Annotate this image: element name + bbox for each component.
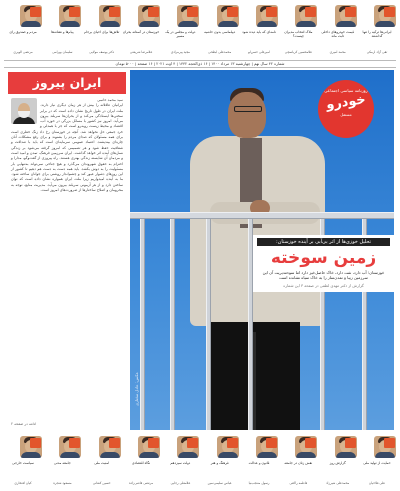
- logo-wordmark: خودرو: [325, 92, 367, 113]
- railing-post: [206, 219, 211, 430]
- thumb-caption: جامعه مدنی: [53, 461, 71, 465]
- thumb-caption: تلاش‌ها برای احیای برجام: [84, 30, 120, 34]
- bottom-thumb[interactable]: [83, 434, 121, 489]
- top-thumb[interactable]: [43, 3, 81, 58]
- thumb-author: مجید پیرمرادی: [170, 50, 190, 54]
- thumb-author: مسعود شجره: [53, 481, 72, 485]
- bottom-thumb[interactable]: [4, 434, 42, 489]
- bottom-thumb[interactable]: [161, 434, 199, 489]
- top-news-strip: [4, 3, 396, 58]
- thumb-author: دکتر یوسف مولایی: [89, 50, 115, 54]
- thumb-author: کیان افتخاری: [14, 481, 32, 485]
- thumb-caption: نامه‌ای که باید دیده شود: [242, 30, 276, 34]
- thumb-author: محمدعلی ابطحی: [208, 50, 232, 54]
- top-thumb[interactable]: [279, 3, 317, 58]
- thumb-author: تقی آزاد ارمکی: [366, 50, 388, 54]
- thumb-caption: دیپلماسی بدون حاشیه: [204, 30, 236, 34]
- thumb-caption: دولت و مجلس در یک مسیر: [165, 30, 196, 39]
- flag-icon: [109, 438, 120, 448]
- thumb-caption: قانون و عدالت: [248, 461, 270, 465]
- bottom-news-strip: [4, 434, 396, 489]
- top-thumb[interactable]: [4, 3, 42, 58]
- flag-icon: [227, 7, 238, 17]
- thumb-caption: مردم و صندوق رای: [9, 30, 37, 34]
- bottom-thumb[interactable]: [122, 434, 160, 489]
- editorial-author: سید محمد خاتمی: [97, 98, 123, 102]
- thumb-caption: دولت سیزدهم: [170, 461, 191, 465]
- thumb-author: محمد امیری: [329, 50, 346, 54]
- thumb-caption: ایرانی‌ها ترکیه را تنها گذاشتند: [362, 30, 392, 39]
- headline-title: زمین سوخته: [270, 248, 377, 268]
- railing-post: [170, 219, 175, 430]
- flag-icon: [187, 7, 198, 17]
- newspaper-logo[interactable]: [318, 80, 374, 138]
- photo-credit: عکس: عادل مختاری: [134, 372, 139, 407]
- top-thumb[interactable]: [122, 3, 160, 58]
- thumb-caption: نگاه اقتصادی: [131, 461, 151, 465]
- top-thumb[interactable]: [83, 3, 121, 58]
- logo-tagline: مستقل: [340, 112, 352, 117]
- flag-icon: [148, 7, 159, 17]
- railing: [130, 212, 394, 219]
- thumb-author: فاطمه راکعی: [289, 481, 308, 485]
- bottom-thumb[interactable]: [319, 434, 357, 489]
- thumb-author: امیرعلی حسن‌لو: [248, 50, 270, 54]
- flag-icon: [266, 7, 277, 17]
- flag-icon: [69, 7, 80, 17]
- bottom-thumb[interactable]: [201, 434, 239, 489]
- editorial-column: [8, 72, 126, 428]
- flag-icon: [384, 7, 395, 17]
- glasses-icon: [234, 106, 262, 112]
- top-thumb[interactable]: [358, 3, 396, 58]
- thumb-author: غلامعلی رجایی: [170, 481, 191, 485]
- flag-icon: [148, 438, 159, 448]
- issue-dateline: شماره ۴۲ سال نهم | چهارشنبه ۱۳ مرداد ۱۴۰۰ | ۱۶ ذی‌الحجه ۱۴۴۲ | ۴ اوت ۲۰۲۱ | ۱۶ صفحه | ۵۰۰۰ تومان: [4, 60, 396, 68]
- thumb-author: مرتضی الویری: [13, 50, 33, 54]
- headline-byline: گزارش از دکتر مهدی لطفی در صفحه ۳ این شماره: [283, 282, 364, 288]
- thumb-caption: خوزستان در آستانه بحران: [122, 30, 160, 34]
- thumb-caption: حمایت از تولید ملی: [363, 461, 391, 465]
- headline-lead: خوزستان؛ آب دارد، نفت دارد، خاک حاصل‌خیز دارد اما سوءمدیریت آن این سرزمین زیبا و تمدن‌ساز را به خاک سیاه نشانده است: [262, 270, 385, 281]
- main-headline-box[interactable]: [253, 235, 394, 292]
- thumb-author: عباس سلیمی‌نمین: [207, 481, 232, 485]
- editorial-title[interactable]: ایران پیروز: [8, 72, 126, 94]
- thumb-caption: گزارش روز: [329, 461, 346, 465]
- flag-icon: [227, 438, 238, 448]
- flag-icon: [30, 7, 41, 17]
- thumb-author: سلیمان بهرامی: [52, 50, 73, 54]
- thumb-author: علی فلاحیان: [368, 481, 386, 485]
- thumb-caption: پیام‌ها و نشانه‌ها: [51, 30, 74, 34]
- flag-icon: [305, 7, 316, 17]
- thumb-caption: فرهنگ و هنر: [210, 461, 229, 465]
- flag-icon: [69, 438, 80, 448]
- thumb-author: غلامرضا شریعتی: [129, 50, 153, 54]
- flag-icon: [187, 438, 198, 448]
- top-thumb[interactable]: [319, 3, 357, 58]
- bottom-thumb[interactable]: [358, 434, 396, 489]
- top-thumb[interactable]: [201, 3, 239, 58]
- thumb-author: محمدعلی شیرزاد: [326, 481, 350, 485]
- thumb-author: رسول منتجب‌نیا: [248, 481, 270, 485]
- top-thumb[interactable]: [161, 3, 199, 58]
- flag-icon: [345, 438, 356, 448]
- thumb-caption: امنیت ملی: [94, 461, 110, 465]
- author-portrait: [11, 98, 37, 124]
- thumb-author: حسین کنعانی: [92, 481, 111, 485]
- flag-icon: [384, 438, 395, 448]
- thumb-caption: ملاک انتخاب مدیران چیست؟: [284, 30, 313, 39]
- flag-icon: [345, 7, 356, 17]
- editorial-body: [8, 94, 126, 394]
- bottom-thumb[interactable]: [279, 434, 317, 489]
- thumb-caption: سیاست خارجی: [12, 461, 34, 465]
- editorial-continue-link[interactable]: ادامه در صفحه ۲: [11, 422, 37, 426]
- top-thumb[interactable]: [240, 3, 278, 58]
- thumb-author: غلامحسین کرباسچی: [284, 50, 312, 54]
- flag-icon: [305, 438, 316, 448]
- thumb-caption: نقش زنان در جامعه: [284, 461, 313, 465]
- flag-icon: [266, 438, 277, 448]
- logo-subtitle: روزنامه سیاسی اجتماعی: [324, 88, 368, 93]
- headline-kicker: تحلیل خوزی‌ها از اثر بی‌آبی بر آینده خوزستان:: [257, 238, 390, 246]
- bottom-thumb[interactable]: [240, 434, 278, 489]
- railing-post: [140, 219, 145, 430]
- flag-icon: [109, 7, 120, 17]
- flag-icon: [30, 438, 41, 448]
- editorial-text: ایرانیان عاقلانه را بیش از هر زمان دیگری نیاز دارند. ملت ایران در طول تاریخ نشان داده است که در برابر سختی‌ها ایستادگی می‌کند و از بحران‌ها سربلند بیرون می‌آید. امروز نیز کشور با مسائل بزرگی در حوزه آب، اقتصاد و محیط زیست روبه‌رو است که جز با همدلی و خرد جمعی حل نخواهد شد. آنچه در خوزستان رخ داد زنگ خطری است برای همه مسئولان که صدای مردم را بشنوند و برای رفع مشکلات آنان چاره‌ای بیندیشند. اعتماد عمومی سرمایه‌ای است که باید با صداقت و شفافیت حفظ شود و هر تصمیمی که امروز گرفته می‌شود بر زندگی نسل‌های آینده اثر خواهد گذاشت. ایران سرزمین فرهنگ، تمدن و امید است و مردمان آن شایسته زندگی بهتری هستند. راه پیروزی از گفت‌وگو، مدارا و احترام به حقوق شهروندان می‌گذرد و هیچ جناحی نمی‌تواند به‌تنهایی بار مسئولیت را به دوش بکشد. باید همه دست به دست هم دهیم تا کشور از این روزهای دشوار عبور کند و چشم‌انداز روشنی برای جوانان ساخته شود. ما به آینده امیدواریم زیرا ملت ایران همواره نشان داده است که توان ساختن دارد و از هر آزمونی سربلند بیرون می‌آید. مدیریت منابع، توجه به محرومان و اصلاح ساختارها از ضرورت‌های امروز است.: [11, 103, 123, 193]
- bottom-thumb[interactable]: [43, 434, 81, 489]
- thumb-author: مرتضی قاضی‌زاده: [128, 481, 154, 485]
- thumb-caption: قیمت خودروهای داخلی ثابت ماند: [321, 30, 355, 39]
